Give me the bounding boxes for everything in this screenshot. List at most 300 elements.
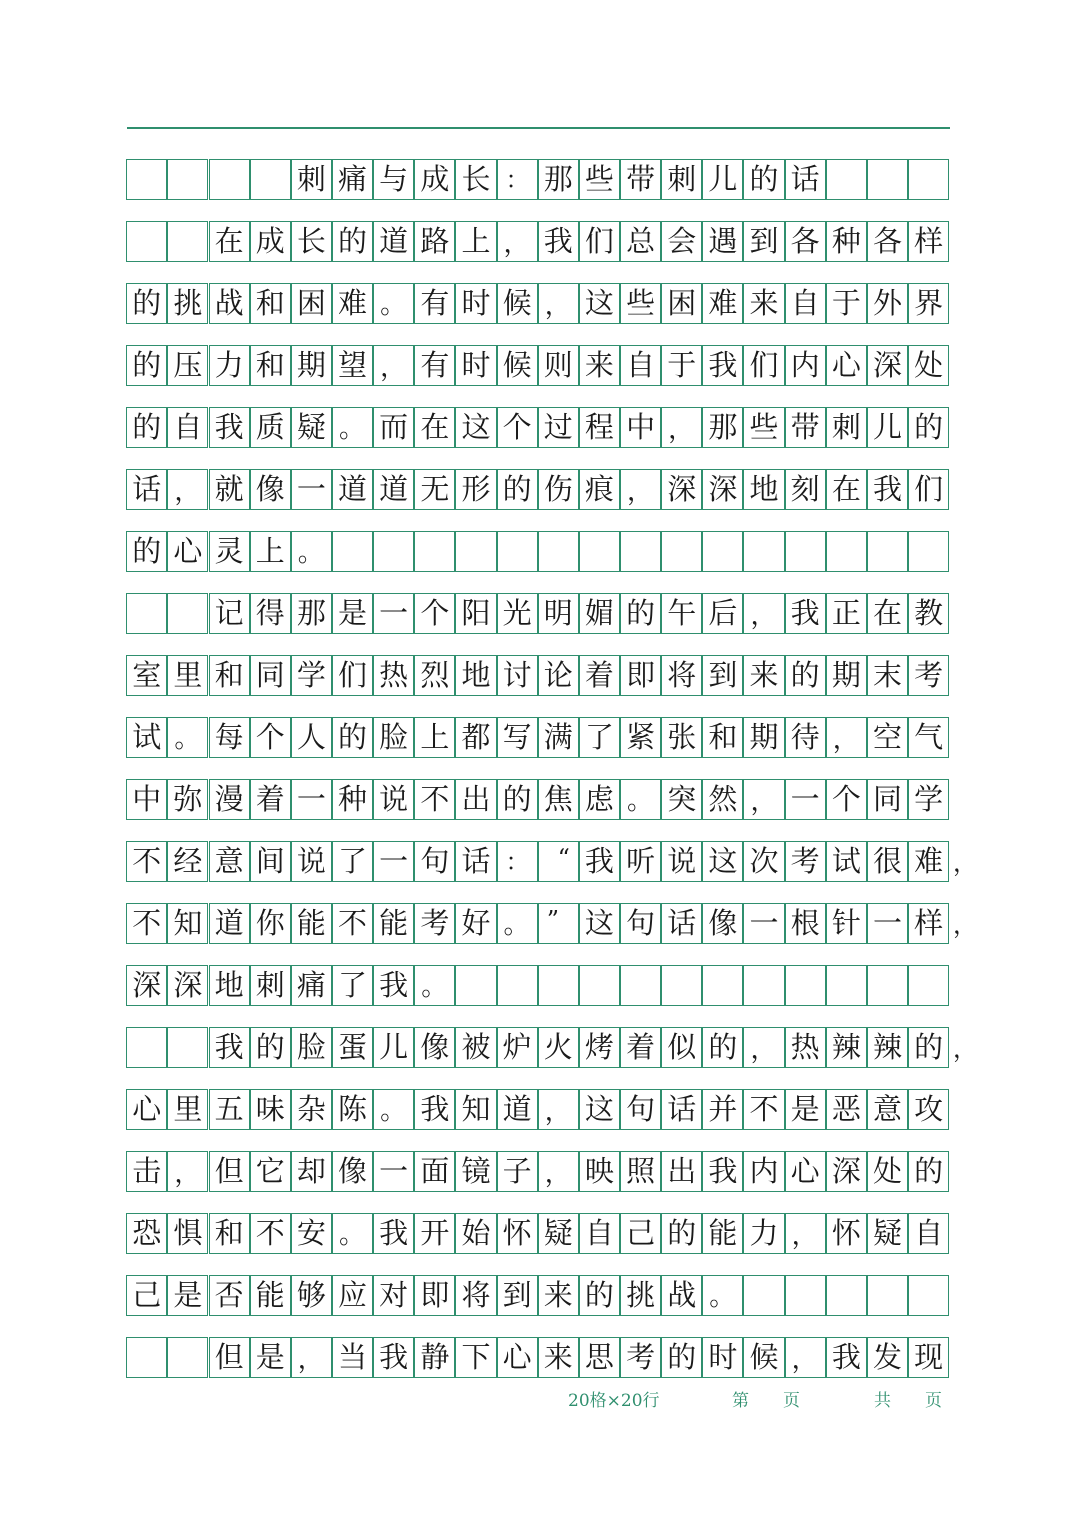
cell-character: 紧 [626,720,656,754]
grid-cell [209,283,250,324]
grid-cell [867,345,908,386]
grid-cell [908,469,949,510]
cell-character: 于 [667,348,697,382]
grid-cell [167,221,208,262]
cell-character: 将 [667,658,697,692]
grid-cell [291,531,332,572]
grid-cell [785,779,826,820]
grid-cell [291,407,332,448]
cell-character: 种 [338,782,368,816]
cell-character: 有 [420,286,450,320]
grid-cell [497,593,538,634]
grid-cell [209,965,250,1006]
grid-cell [579,1027,620,1068]
grid-cell [209,841,250,882]
grid-cell [373,903,414,944]
grid-cell [167,1027,208,1068]
cell-character: 与 [379,162,409,196]
grid-cell [538,159,579,200]
cell-character: ， [544,1097,571,1127]
grid-cell [743,469,784,510]
grid-cell [414,1151,455,1192]
grid-cell [579,221,620,262]
cell-character: 疑 [543,1216,573,1250]
cell-character: 带 [626,162,656,196]
cell-character: 应 [338,1278,368,1312]
cell-character: 就 [214,472,244,506]
cell-character [703,966,742,1005]
grid-cell [661,593,702,634]
grid-cell [785,593,826,634]
grid-row [127,1089,950,1130]
cell-character [168,594,207,633]
grid-cell [826,779,867,820]
cell-character [621,966,660,1005]
cell-character: 人 [296,720,326,754]
cell-character: 各 [790,224,820,258]
cell-character: 话 [667,1092,697,1126]
cell-character: 那 [543,162,573,196]
cell-character [415,532,454,571]
grid-cell [826,1213,867,1254]
cell-character [539,966,578,1005]
cell-character: 怀 [831,1216,861,1250]
cell-character: 末 [872,658,902,692]
grid-cell [538,407,579,448]
grid-cell [826,965,867,1006]
grid-cell [867,1151,908,1192]
cell-character: 能 [296,906,326,940]
grid-cell [538,1275,579,1316]
grid-cell [908,221,949,262]
cell-character: 我 [543,224,573,258]
grid-cell [455,1275,496,1316]
cell-character: 难 [338,286,368,320]
grid-cell [785,903,826,944]
grid-cell [743,1089,784,1130]
cell-character: 蛋 [338,1030,368,1064]
grid-cell [373,841,414,882]
grid-cell [785,345,826,386]
top-rule [127,127,950,129]
grid-cell [661,1213,702,1254]
grid-cell [497,531,538,572]
cell-character: 考 [914,658,944,692]
grid-cell [455,717,496,758]
cell-character: 味 [255,1092,285,1126]
cell-character [498,966,537,1005]
grid-cell [455,531,496,572]
cell-character: 我 [831,1340,861,1374]
cell-character: 讨 [502,658,532,692]
cell-character: 候 [502,286,532,320]
cell-character: 质 [255,410,285,444]
cell-character: 这 [584,286,614,320]
grid-cell [785,655,826,696]
grid-cell [497,221,538,262]
grid-cell [826,1337,867,1378]
grid-cell [332,283,373,324]
cell-character: 的 [667,1216,697,1250]
grid-cell [620,407,661,448]
cell-character: 个 [255,720,285,754]
grid-cell [455,593,496,634]
cell-character [827,1276,866,1315]
grid-cell [579,779,620,820]
cell-character: 个 [502,410,532,444]
cell-character: 地 [749,472,779,506]
grid-row [127,531,950,572]
grid-cell [373,159,414,200]
cell-character: 难 [708,286,738,320]
grid-cell [126,965,167,1006]
cell-character: 样 [914,906,944,940]
cell-character: 刺 [831,410,861,444]
grid-cell [579,159,620,200]
grid-cell [538,1089,579,1130]
grid-cell [414,531,455,572]
cell-character: 内 [790,348,820,382]
grid-cell [209,717,250,758]
cell-character: 到 [749,224,779,258]
grid-cell [867,531,908,572]
cell-character: ： [505,165,530,194]
grid-cell [702,1027,743,1068]
cell-character: 映 [584,1154,614,1188]
grid-cell [209,1027,250,1068]
cell-character: 烈 [420,658,450,692]
cell-character [374,532,413,571]
cell-character: 知 [461,1092,491,1126]
grid-cell [332,469,373,510]
cell-character [498,532,537,571]
grid-cell [126,1213,167,1254]
cell-character [251,160,290,199]
cell-character: 不 [338,906,368,940]
cell-character: 和 [214,1216,244,1250]
grid-cell [743,159,784,200]
grid-cell [167,1213,208,1254]
grid-cell [538,1151,579,1192]
cell-character: 漫 [214,782,244,816]
cell-character: 学 [914,782,944,816]
cell-character: 时 [708,1340,738,1374]
cell-character [127,222,166,261]
cell-character: 了 [584,720,614,754]
cell-character: 一 [872,906,902,940]
grid-cell [291,469,332,510]
grid-cell [702,1337,743,1378]
grid-cell [661,531,702,572]
grid-cell [497,1337,538,1378]
grid-cell [497,655,538,696]
grid-cell [373,965,414,1006]
cell-character: 刺 [296,162,326,196]
grid-row [127,1027,950,1068]
cell-character: 们 [338,658,368,692]
cell-character: 痕 [584,472,614,506]
cell-character: 过 [543,410,573,444]
cell-character [744,966,783,1005]
cell-character: 各 [872,224,902,258]
cell-character: 下 [461,1340,491,1374]
grid-cell [908,159,949,200]
grid-cell [538,655,579,696]
grid-cell [414,469,455,510]
grid-cell [414,1213,455,1254]
grid-cell [414,717,455,758]
grid-cell [414,903,455,944]
cell-character [786,532,825,571]
cell-character [909,1276,948,1315]
cell-character: 得 [255,596,285,630]
grid-cell [414,1275,455,1316]
grid-cell [126,1151,167,1192]
grid-cell [661,903,702,944]
cell-character: 考 [420,906,450,940]
cell-character: 道 [214,906,244,940]
margin-punctuation: ， [953,1035,977,1063]
grid-cell [291,1089,332,1130]
grid-cell [867,159,908,200]
grid-cell [126,903,167,944]
grid-cell [414,283,455,324]
grid-cell [455,1213,496,1254]
grid-cell [661,965,702,1006]
grid-cell [785,1089,826,1130]
cell-character: 很 [872,844,902,878]
cell-character: 满 [543,720,573,754]
grid-row [127,407,950,448]
grid-cell [209,1275,250,1316]
grid-cell [620,841,661,882]
cell-character: ” [546,906,559,934]
grid-cell [661,655,702,696]
grid-cell [538,717,579,758]
grid-cell [743,655,784,696]
cell-character: 的 [502,472,532,506]
cell-character: ， [750,1035,777,1065]
grid-cell [126,717,167,758]
grid-cell [167,407,208,448]
grid-cell [291,159,332,200]
cell-character: 我 [872,472,902,506]
cell-character [744,1276,783,1315]
cell-character: 己 [132,1278,162,1312]
cell-character: 午 [667,596,697,630]
cell-character: 在 [831,472,861,506]
total-pages-label: 共 页 [874,1391,942,1411]
grid-cell [455,779,496,820]
cell-character: 的 [626,596,656,630]
cell-character: 一 [296,472,326,506]
grid-cell [332,717,373,758]
cell-character: 些 [749,410,779,444]
cell-character: 子 [502,1154,532,1188]
grid-cell [455,655,496,696]
cell-character [168,1028,207,1067]
cell-character: 于 [831,286,861,320]
grid-cell [785,283,826,324]
cell-character: 和 [255,286,285,320]
cell-character: 它 [255,1154,285,1188]
grid-cell [209,1337,250,1378]
grid-cell [661,407,702,448]
cell-character: 的 [914,410,944,444]
grid-cell [414,345,455,386]
grid-row [127,159,950,200]
grid-cell [743,1337,784,1378]
grid-cell [332,407,373,448]
grid-cell [867,965,908,1006]
grid-cell [826,593,867,634]
cell-character: 。 [174,724,201,754]
grid-cell [455,221,496,262]
grid-row [127,903,950,944]
grid-cell [579,965,620,1006]
cell-character: 然 [708,782,738,816]
grid-cell [908,283,949,324]
grid-cell [743,407,784,448]
cell-character: 道 [338,472,368,506]
grid-cell [826,903,867,944]
cell-character: 疑 [296,410,326,444]
grid-cell [455,841,496,882]
cell-character: 这 [584,1092,614,1126]
grid-cell [497,903,538,944]
cell-character: 出 [461,782,491,816]
grid-cell [332,159,373,200]
grid-cell [620,903,661,944]
grid-cell [620,469,661,510]
cell-character [168,160,207,199]
cell-character [127,160,166,199]
grid-cell [661,717,702,758]
grid-cell [908,531,949,572]
cell-character: 照 [626,1154,656,1188]
cell-character: 中 [626,410,656,444]
grid-cell [291,965,332,1006]
grid-cell [209,531,250,572]
cell-character: 火 [543,1030,573,1064]
grid-cell [455,283,496,324]
grid-cell [661,1027,702,1068]
cell-character: 程 [584,410,614,444]
cell-character: 话 [667,906,697,940]
grid-cell [497,1027,538,1068]
grid-row [127,841,950,882]
grid-cell [538,283,579,324]
cell-character: 我 [379,1340,409,1374]
grid-cell [250,903,291,944]
cell-character: 根 [790,906,820,940]
cell-character: 困 [296,286,326,320]
grid-cell [579,283,620,324]
grid-row [127,1337,950,1378]
cell-character: 心 [173,534,203,568]
cell-character [909,160,948,199]
cell-character: 击 [132,1154,162,1188]
cell-character: 挑 [173,286,203,320]
cell-character: 里 [173,1092,203,1126]
grid-cell [743,1213,784,1254]
grid-cell [538,221,579,262]
grid-row [127,779,950,820]
cell-character: 伤 [543,472,573,506]
cell-character [127,1028,166,1067]
grid-cell [743,1151,784,1192]
grid-cell [620,1089,661,1130]
cell-character: 的 [132,534,162,568]
grid-cell [291,221,332,262]
cell-character: 意 [872,1092,902,1126]
cell-character: 来 [543,1340,573,1374]
grid-cell [743,345,784,386]
grid-cell [126,159,167,200]
grid-cell [497,965,538,1006]
grid-row [127,593,950,634]
grid-cell [538,593,579,634]
grid-cell [373,1151,414,1192]
grid-cell [167,1089,208,1130]
cell-character: 攻 [914,1092,944,1126]
cell-character: 是 [338,596,368,630]
cell-character: 待 [790,720,820,754]
cell-character: 样 [914,224,944,258]
margin-punctuation: ， [953,849,977,877]
cell-character: 候 [749,1340,779,1374]
cell-character: 。 [627,786,654,816]
grid-cell [785,159,826,200]
cell-character: 深 [667,472,697,506]
grid-cell [826,531,867,572]
cell-character [786,966,825,1005]
cell-character [868,1276,907,1315]
cell-character: 像 [255,472,285,506]
grid-cell [826,841,867,882]
cell-character: 着 [255,782,285,816]
cell-character: 了 [338,968,368,1002]
grid-cell [702,593,743,634]
cell-character: 儿 [872,410,902,444]
grid-cell [702,159,743,200]
grid-cell [497,283,538,324]
grid-cell [579,841,620,882]
cell-character: 不 [749,1092,779,1126]
cell-character: 后 [708,596,738,630]
cell-character: 是 [255,1340,285,1374]
cell-character: 个 [831,782,861,816]
grid-cell [209,1151,250,1192]
cell-character: 我 [379,1216,409,1250]
grid-cell [373,407,414,448]
cell-character: 在 [872,596,902,630]
cell-character: 自 [584,1216,614,1250]
cell-character: 种 [831,224,861,258]
cell-character: 突 [667,782,697,816]
grid-cell [332,345,373,386]
cell-character: 。 [709,1282,736,1312]
grid-cell [126,407,167,448]
grid-cell [826,1275,867,1316]
cell-character: ， [544,291,571,321]
grid-cell [579,345,620,386]
grid-cell [538,1337,579,1378]
grid-cell [826,345,867,386]
cell-character: 那 [708,410,738,444]
grid-cell [250,1089,291,1130]
grid-cell [867,283,908,324]
